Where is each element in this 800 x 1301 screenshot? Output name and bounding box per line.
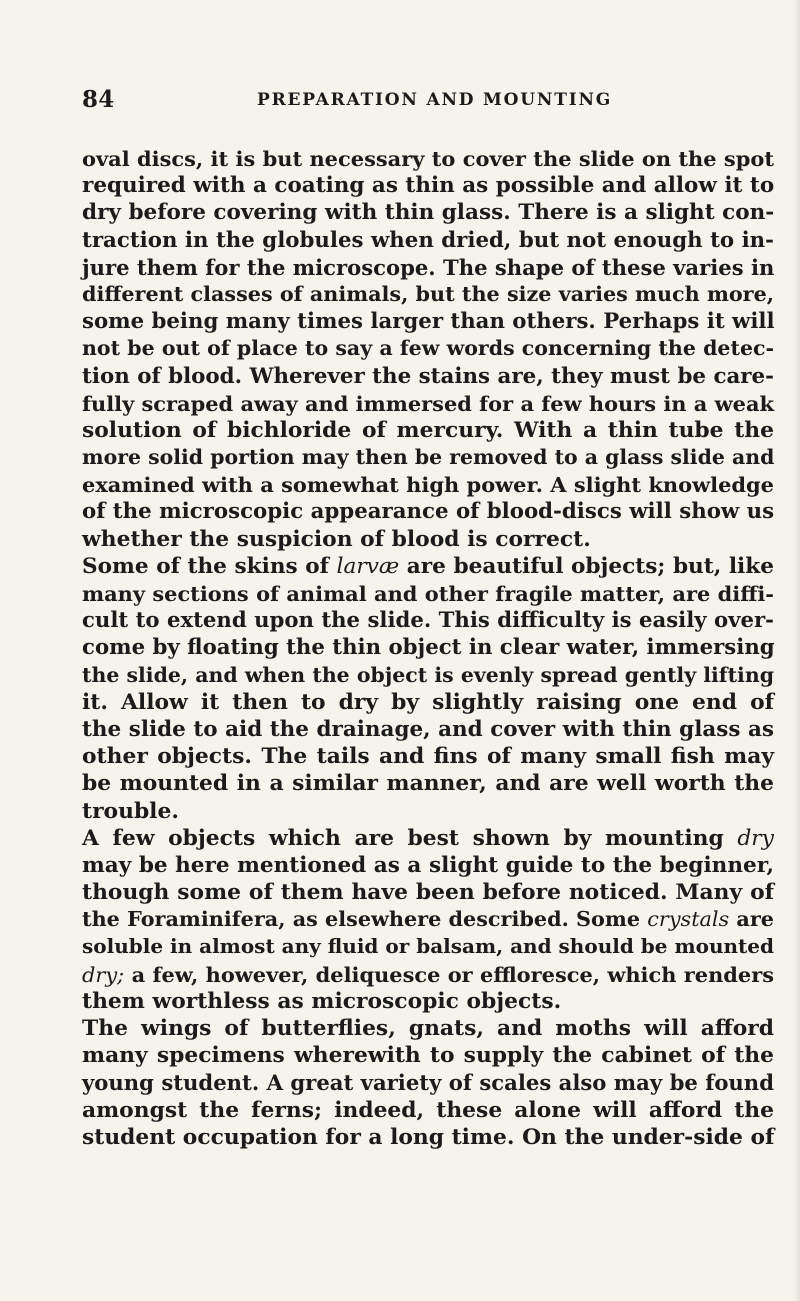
text-line: whether the suspicion of blood is correct.: [82, 526, 591, 552]
text-line: some being many times larger than others. Perhaps it will: [82, 309, 775, 335]
text-line: [82, 553, 774, 580]
text-line: fully scraped away and immersed for a few hours in a weak: [82, 390, 774, 416]
text-line: come by floating the thin object in clear water, immersing: [82, 635, 775, 661]
text-line: young student. A great variety of scales also may be found: [82, 1070, 774, 1096]
text-line: other objects. The tails and fins of many small fish may: [82, 744, 774, 770]
text-line: soluble in almost any fluid or balsam, and should be mounted: [82, 934, 774, 959]
italic-term: dry: [737, 825, 774, 851]
text-line: many sections of animal and other fragile matter, are diffi-: [82, 581, 774, 606]
italic-term: dry;: [82, 962, 125, 987]
text-line: tion of blood. Wherever the stains are, they must be care-: [82, 363, 774, 389]
text-line: trouble.: [82, 798, 179, 824]
text-line: cult to extend upon the slide. This difficulty is easily over-: [82, 608, 774, 634]
page-number: 84: [82, 86, 115, 113]
text-line: [82, 906, 774, 933]
text-segment: A few objects which are best shown by mounting: [82, 825, 738, 851]
text-segment: Some of the skins of: [82, 553, 337, 579]
text-line: them worthless as microscopic objects.: [82, 988, 562, 1014]
text-line: many specimens wherewith to supply the cabinet of the: [82, 1043, 774, 1069]
italic-term: larvæ: [336, 553, 400, 579]
body-text: [82, 145, 774, 1151]
text-line: be mounted in a similar manner, and are well worth the: [82, 771, 774, 797]
text-line: The wings of butterflies, gnats, and moths will afford: [82, 1016, 774, 1041]
text-line: of the microscopic appearance of blood-discs will show us: [82, 499, 775, 525]
text-segment: a few, however, deliquesce or effloresce, which renders: [124, 961, 774, 987]
text-line: examined with a somewhat high power. A slight knowledge: [82, 472, 774, 498]
text-line: dry before covering with thin glass. There is a slight con-: [82, 200, 775, 226]
text-line: different classes of animals, but the size varies much more,: [82, 281, 774, 306]
text-line: not be out of place to say a few words concerning the detec-: [82, 336, 774, 361]
text-line: the slide to aid the drainage, and cover with thin glass as: [82, 716, 774, 742]
text-line: student occupation for a long time. On the under-side of: [82, 1124, 775, 1150]
text-line: though some of them have been before noticed. Many of: [82, 880, 774, 906]
page-header: [82, 86, 772, 118]
text-line: jure them for the microscope. The shape of these varies in: [82, 254, 775, 280]
text-line: traction in the globules when dried, but not enough to in-: [82, 227, 774, 253]
text-segment: the Foraminifera, as elsewhere described. Some: [82, 907, 648, 932]
text-segment: are beautiful objects; but, like: [399, 553, 774, 579]
italic-term: crystals: [647, 907, 730, 932]
running-head: PREPARATION AND MOUNTING: [257, 90, 613, 110]
text-line: the slide, and when the object is evenly spread gently lifting: [82, 662, 774, 687]
text-line: solution of bichloride of mercury. With a thin tube the: [82, 417, 774, 443]
text-line: [82, 825, 774, 852]
text-line: required with a coating as thin as possible and allow it to: [82, 173, 775, 199]
text-line: more solid portion may then be removed to a glass slide and: [82, 445, 775, 470]
text-line: may be here mentioned as a slight guide to the beginner,: [82, 852, 774, 878]
text-line: oval discs, it is but necessary to cover the slide on the spot: [82, 146, 774, 171]
text-line: it. Allow it then to dry by slightly raising one end of: [82, 689, 774, 715]
text-line: amongst the ferns; indeed, these alone will afford the: [82, 1097, 774, 1123]
page-edge-shadow: [794, 0, 800, 1301]
text-segment: are: [729, 907, 774, 932]
text-line: [82, 961, 774, 988]
